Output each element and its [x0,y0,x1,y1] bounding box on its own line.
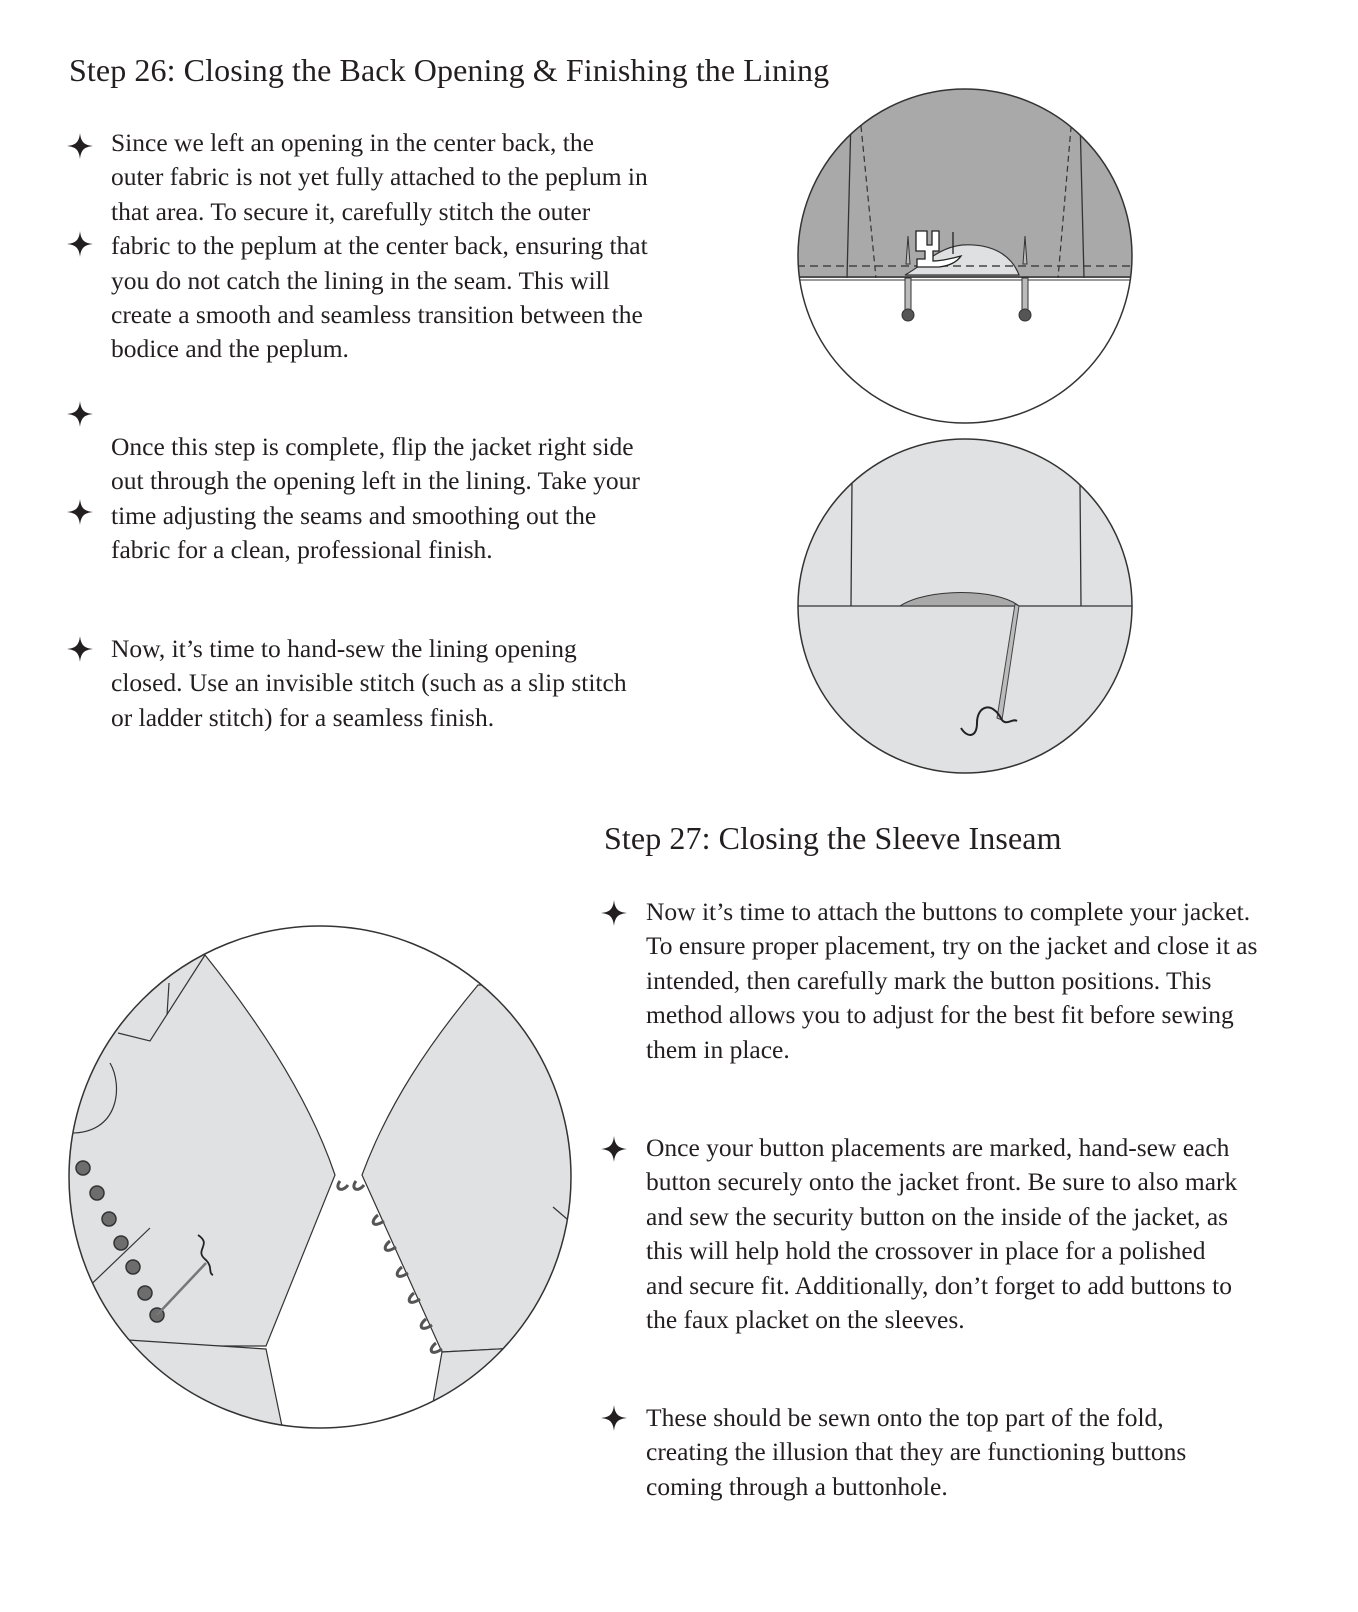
four-point-star-icon [67,499,93,525]
slip-stitch-lining-illustration [797,438,1137,778]
four-point-star-icon [67,636,93,662]
step-26-heading: Step 26: Closing the Back Opening & Finishing the Lining [69,52,830,88]
machine-stitch-center-back-illustration [797,88,1137,428]
four-point-star-icon [601,900,627,926]
four-point-star-icon [67,231,93,257]
step-27-paragraph-3: These should be sewn onto the top part of the fold, creating the illusion that they are functioning buttons coming through a buttonhole. [646,1403,1187,1501]
four-point-star-icon [67,401,93,427]
step-26-paragraph-1: Since we left an opening in the center back, the outer fabric is not yet fully attached to the peplum in that area. To secure it, carefully stitch the outer fabric to the peplum at the center back, ensuring that you do not catch the lining in the seam. This will create a smooth and seamless transition between the bodice and the peplum. [111,128,648,364]
four-point-star-icon [67,133,93,159]
step-27-paragraph-1: Now it’s time to attach the buttons to complete your jacket. To ensure proper placement, try on the jacket and close it as intended, then carefully mark the button positions. This method allows you to adjust for the best fit before sewing them in place. [646,897,1258,1064]
step-26-paragraph-3: Now, it’s time to hand-sew the lining opening closed. Use an invisible stitch (such as a slip stitch or ladder stitch) for a seamless finish. [111,634,627,732]
step-26-paragraph-2: Once this step is complete, flip the jacket right side out through the opening left in the lining. Take your time adjusting the seams and smoothing out the fabric for a clean, professional finish. [111,432,640,565]
step-27-paragraph-2: Once your button placements are marked, hand-sew each button securely onto the jacket front. Be sure to also mark and sew the security button on the inside of the jacket, as this will help hold the crossover in place for a polished and secure fit. Additionally, don’t forget to add buttons to the faux placket on the sleeves. [646,1133,1238,1335]
step-27-heading: Step 27: Closing the Sleeve Inseam [604,820,1062,856]
jacket-buttons-illustration [68,925,574,1431]
four-point-star-icon [601,1405,627,1431]
four-point-star-icon [601,1136,627,1162]
